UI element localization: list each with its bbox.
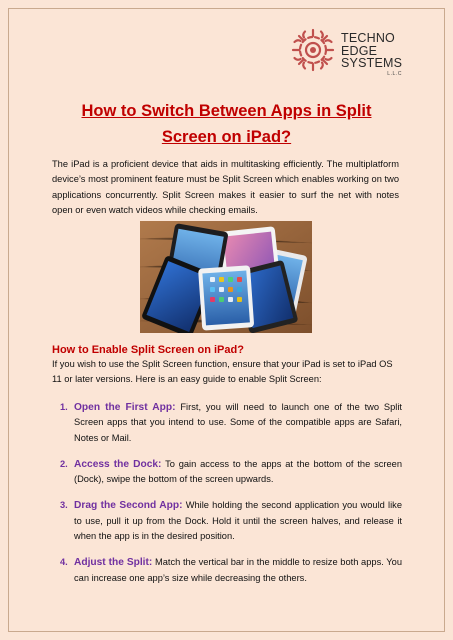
logo-line-edge: EDGE (341, 43, 378, 58)
step-content (74, 400, 402, 446)
list-item (60, 498, 402, 544)
ipad-stack-image (140, 221, 312, 333)
step-content (74, 457, 402, 488)
section-body: If you wish to use the Split Screen function, ensure that your iPad is set to iPad OS 11 or later versions. Here is an easy guide to enable Split Screen: (52, 359, 393, 384)
ipad-stack-illustration (140, 221, 312, 333)
step-content (74, 498, 402, 544)
logo-line-systems: SYSTEMS (341, 56, 403, 70)
page-title-line1: How to Switch Between Apps in Split (81, 102, 372, 120)
section-heading: How to Enable Split Screen on iPad? (52, 344, 244, 356)
logo-llc: L.L.C (387, 70, 403, 77)
step-title: Access the Dock: (74, 458, 162, 470)
page-title-line2: Screen on iPad? (161, 128, 292, 146)
steps-list (60, 400, 402, 597)
step-text: To gain access to the apps at the bottom of the screen (Dock), swipe the bottom of the screen upwards. (74, 458, 402, 485)
page-title (40, 98, 413, 150)
step-title: Drag the Second App: (74, 500, 183, 512)
intro-paragraph: The iPad is a proficient device that aids in multitasking efficiently. The multiplatform device’s most prominent feature must be Split Screen which enables working on two applications concurrently. Split Screen makes it easier to surf the net with notes open or even watch videos while checking emails. (52, 159, 399, 216)
logo-line-techno: TECHNO (341, 31, 395, 45)
step-number: 2. (60, 458, 68, 469)
step-text: Match the vertical bar in the middle to resize both apps. You can increase one app’s size while decreasing the others. (74, 557, 402, 583)
list-item (60, 400, 402, 446)
step-title: Open the First App: (74, 402, 176, 413)
gear-logo-icon (289, 26, 337, 74)
step-text: While holding the second application you would like to use, pull it up from the Dock. Hold it until the screen halves, and release it when the app is in the desired position. (74, 500, 402, 542)
company-logo (289, 26, 409, 84)
step-number: 1. (60, 402, 68, 412)
step-content (74, 555, 402, 586)
step-title: Adjust the Split: (74, 557, 153, 569)
list-item (60, 555, 402, 586)
list-item (60, 457, 402, 488)
step-number: 4. (60, 557, 68, 568)
step-text: First, you will need to launch one of the two Split Screen apps that you intend to use. Some of the compatible apps are Safari, Notes or Mail. (74, 402, 403, 443)
logo-wordmark (341, 26, 402, 78)
step-number: 3. (60, 500, 68, 511)
